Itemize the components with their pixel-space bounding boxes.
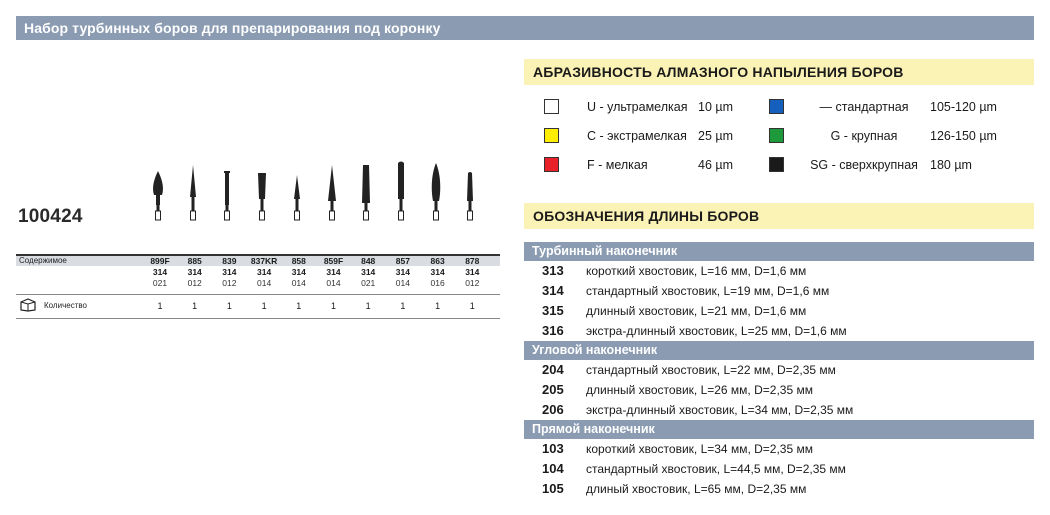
quantity-value: 1 bbox=[296, 301, 302, 311]
quantity-value: 1 bbox=[365, 301, 371, 311]
bur-name: 885 bbox=[187, 256, 202, 266]
length-description: короткий хвостовик, L=34 мм, D=2,35 мм bbox=[586, 442, 813, 456]
length-code: 105 bbox=[542, 481, 564, 496]
length-description: стандартный хвостовик, L=22 мм, D=2,35 мм bbox=[586, 363, 836, 377]
color-swatch bbox=[769, 128, 784, 143]
size-code: 014 bbox=[395, 278, 410, 288]
shank-code: 314 bbox=[326, 267, 341, 277]
length-row bbox=[524, 380, 1034, 400]
length-code: 204 bbox=[542, 362, 564, 377]
quantity-value: 1 bbox=[435, 301, 441, 311]
table-column bbox=[452, 256, 492, 289]
bur-name: 837KR bbox=[250, 256, 278, 266]
length-code: 206 bbox=[542, 402, 564, 417]
length-code: 315 bbox=[542, 303, 564, 318]
quantity-value: 1 bbox=[226, 301, 232, 311]
shank-code: 314 bbox=[395, 267, 410, 277]
abrasive-value: 105-120 µm bbox=[930, 100, 997, 114]
length-group-header: Угловой наконечник bbox=[524, 341, 1034, 360]
abrasive-value: 25 µm bbox=[698, 129, 733, 143]
size-code: 012 bbox=[222, 278, 237, 288]
quantity-value: 1 bbox=[469, 301, 475, 311]
length-description: стандартный хвостовик, L=19 мм, D=1,6 мм bbox=[586, 284, 830, 298]
abrasive-value: 46 µm bbox=[698, 158, 733, 172]
quantity-label: Количество bbox=[44, 301, 87, 310]
color-swatch bbox=[769, 99, 784, 114]
quantity-value: 1 bbox=[330, 301, 336, 311]
length-description: длинный хвостовик, L=21 мм, D=1,6 мм bbox=[586, 304, 807, 318]
length-row bbox=[524, 321, 1034, 341]
shank-code: 314 bbox=[152, 267, 168, 277]
length-row bbox=[524, 261, 1034, 281]
bur-name: 857 bbox=[395, 256, 410, 266]
size-code: 012 bbox=[465, 278, 480, 288]
size-code: 014 bbox=[326, 278, 341, 288]
length-code: 103 bbox=[542, 441, 564, 456]
abrasive-item bbox=[0, 99, 1050, 117]
abrasive-value: 10 µm bbox=[698, 100, 733, 114]
page-title-bar bbox=[16, 16, 1034, 40]
length-description: длинный хвостовик, L=26 мм, D=2,35 мм bbox=[586, 383, 813, 397]
size-code: 016 bbox=[430, 278, 445, 288]
bur-name: 859F bbox=[323, 256, 344, 266]
bur-name: 899F bbox=[150, 256, 170, 266]
shank-code: 314 bbox=[257, 267, 272, 277]
table-mid-rule bbox=[16, 294, 500, 295]
table-bottom-rule bbox=[16, 318, 500, 319]
length-code: 205 bbox=[542, 382, 564, 397]
length-row bbox=[524, 281, 1034, 301]
length-row bbox=[524, 439, 1034, 459]
shank-code: 314 bbox=[187, 267, 202, 277]
length-code: 316 bbox=[542, 323, 564, 338]
length-code: 104 bbox=[542, 461, 564, 476]
length-code: 313 bbox=[542, 263, 564, 278]
size-code: 014 bbox=[257, 278, 272, 288]
length-row bbox=[524, 459, 1034, 479]
abrasive-item bbox=[0, 128, 1050, 146]
length-row bbox=[524, 301, 1034, 321]
size-code: 012 bbox=[187, 278, 202, 288]
length-row bbox=[524, 479, 1034, 499]
size-code: 021 bbox=[152, 278, 168, 288]
bur-name: 863 bbox=[430, 256, 445, 266]
shank-code: 314 bbox=[430, 267, 445, 277]
length-description: короткий хвостовик, L=16 мм, D=1,6 мм bbox=[586, 264, 807, 278]
size-code: 021 bbox=[361, 278, 376, 288]
length-description: экстра-длинный хвостовик, L=25 мм, D=1,6 мм bbox=[586, 324, 847, 338]
abrasive-label: F - мелкая bbox=[587, 158, 648, 172]
quantity-value: 1 bbox=[192, 301, 198, 311]
quantity-value: 1 bbox=[400, 301, 406, 311]
length-description: стандартный хвостовик, L=44,5 мм, D=2,35 мм bbox=[586, 462, 846, 476]
bur-name: 848 bbox=[361, 256, 376, 266]
color-swatch bbox=[769, 157, 784, 172]
abrasive-item bbox=[0, 157, 1050, 175]
abrasive-value: 180 µm bbox=[930, 158, 972, 172]
length-description: экстра-длинный хвостовик, L=34 мм, D=2,35 мм bbox=[586, 403, 854, 417]
bur-name: 858 bbox=[291, 256, 306, 266]
lengths-heading: ОБОЗНАЧЕНИЯ ДЛИНЫ БОРОВ bbox=[524, 203, 1034, 229]
quantity-value: 1 bbox=[261, 301, 267, 311]
length-code: 314 bbox=[542, 283, 564, 298]
bur-name: 839 bbox=[222, 256, 237, 266]
shank-code: 314 bbox=[361, 267, 376, 277]
shank-code: 314 bbox=[291, 267, 306, 277]
shank-code: 314 bbox=[222, 267, 237, 277]
abrasive-label: С - экстрамелкая bbox=[587, 129, 687, 143]
abrasive-label: G - крупная bbox=[830, 129, 898, 143]
abrasive-label: SG - сверхкрупная bbox=[810, 158, 918, 172]
length-group-header: Турбинный наконечник bbox=[524, 242, 1034, 261]
abrasive-heading: АБРАЗИВНОСТЬ АЛМАЗНОГО НАПЫЛЕНИЯ БОРОВ bbox=[524, 59, 1034, 85]
length-description: длиный хвостовик, L=65 мм, D=2,35 мм bbox=[586, 482, 807, 496]
length-row bbox=[524, 400, 1034, 420]
abrasive-label: — стандартная bbox=[819, 100, 909, 114]
length-group-header: Прямой наконечник bbox=[524, 420, 1034, 439]
kit-code: 100424 bbox=[18, 206, 83, 227]
shank-code: 314 bbox=[465, 267, 480, 277]
package-icon bbox=[20, 298, 36, 312]
page-title: Набор турбинных боров для препарирования под коронку bbox=[24, 20, 441, 36]
abrasive-label: U - ультрамелкая bbox=[587, 100, 688, 114]
contents-label: Содержимое bbox=[19, 256, 67, 265]
size-code: 014 bbox=[291, 278, 306, 288]
quantity-value: 1 bbox=[157, 301, 163, 311]
bur-name: 878 bbox=[465, 256, 480, 266]
length-row bbox=[524, 360, 1034, 380]
abrasive-value: 126-150 µm bbox=[930, 129, 997, 143]
